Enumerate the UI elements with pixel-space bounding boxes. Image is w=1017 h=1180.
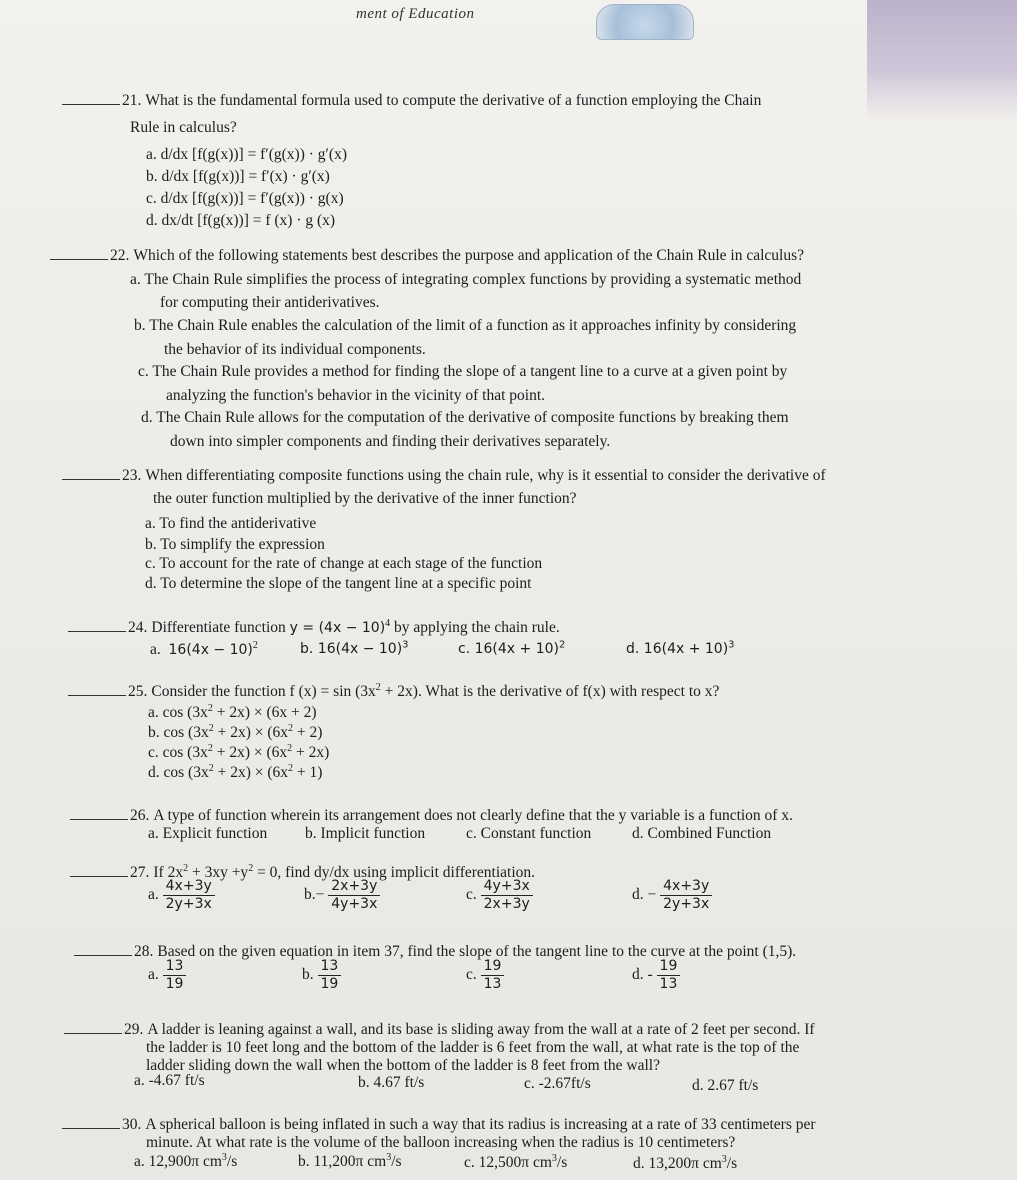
option-22d: d. The Chain Rule allows for the computation of the derivative of composite functions by breaking them <box>141 409 789 426</box>
option-26c: c. Constant function <box>466 825 592 842</box>
answer-blank-22[interactable] <box>50 245 108 260</box>
option-27c: c. $\frac{4y+3x}{2x+3y}$ <box>466 878 533 913</box>
answer-blank-25[interactable] <box>68 681 126 696</box>
option-25a: a. $\cos (3x^2 + 2x) \times (6x + 2)$ <box>148 702 317 721</box>
option-23c: c. To account for the rate of change at each stage of the function <box>145 555 543 572</box>
question-21: 21. What is the fundamental formula used to compute the derivative of a function employing the Chain <box>62 90 761 110</box>
option-23d: d. To determine the slope of the tangent line at a specific point <box>145 575 532 592</box>
question-29-cont2: ladder sliding down the wall when the bottom of the ladder is 8 feet from the wall? <box>146 1057 660 1074</box>
fraction: $\frac{13}{19}$ <box>318 958 342 993</box>
question-25: 25. Consider the function f $(x) = \sin (3x^2 + 2x)$. What is the derivative of f(x) with respect to x? <box>68 681 719 701</box>
option-28a: a. $\frac{13}{19}$ <box>148 958 186 993</box>
option-30c: c. 12,500π $cm^3/s$ <box>464 1152 568 1171</box>
option-25c: c. $\cos (3x^2 + 2x) \times (6x^2 + 2x)$ <box>148 742 330 761</box>
option-29b: b. 4.67 ft/s <box>358 1074 425 1091</box>
question-23: 23. When differentiating composite functions using the chain rule, why is it essential to consider the derivative of <box>62 465 826 485</box>
answer-blank-29[interactable] <box>64 1019 122 1034</box>
option-27d: d. − $\frac{4x+3y}{2y+3x}$ <box>632 878 712 913</box>
question-30: 30. A spherical balloon is being inflated in such a way that its radius is increasing at a rate of 33 centimeters per <box>62 1114 816 1134</box>
option-30d: d. 13,200π $cm^3/s$ <box>633 1153 738 1172</box>
fraction: $\frac{19}{13}$ <box>481 958 505 993</box>
option-26b: b. Implicit function <box>305 825 426 842</box>
question-30-cont: minute. At what rate is the volume of the balloon increasing when the radius is 10 centimeters? <box>146 1134 736 1151</box>
option-21b: b. d/dx [f(g(x))] = f′(x) · g′(x) <box>146 168 330 185</box>
option-29d: d. 2.67 ft/s <box>692 1077 759 1094</box>
question-22: 22. Which of the following statements best describes the purpose and application of the Chain Rule in calculus? <box>50 245 804 265</box>
question-26: 26. A type of function wherein its arrangement does not clearly define that the y variable is a function of x. <box>70 805 793 825</box>
option-21d: d. dx/dt [f(g(x))] = f (x) · g (x) <box>146 212 336 229</box>
fraction: $\frac{2x+3y}{4y+3x}$ <box>328 878 380 913</box>
question-29: 29. A ladder is leaning against a wall, and its base is sliding away from the wall at a rate of 2 feet per second. If <box>64 1019 815 1039</box>
fraction: $\frac{4y+3x}{2x+3y}$ <box>481 878 533 913</box>
option-28d: d. - $\frac{19}{13}$ <box>632 958 680 993</box>
option-24c: c. $16(4x + 10)^2$ <box>458 639 566 657</box>
option-22a-cont: for computing their antiderivatives. <box>160 294 380 311</box>
option-24b: b. $16(4x - 10)^3$ <box>300 639 409 657</box>
option-23b: b. To simplify the expression <box>145 536 325 553</box>
option-26d: d. Combined Function <box>632 825 772 842</box>
option-25d: d. $\cos (3x^2 + 2x) \times (6x^2 + 1)$ <box>148 762 323 781</box>
education-logo-icon <box>596 4 694 40</box>
option-23a: a. To find the antiderivative <box>145 515 317 532</box>
answer-blank-28[interactable] <box>74 941 132 956</box>
option-26a: a. Explicit function <box>148 825 268 842</box>
option-29a: a. -4.67 ft/s <box>134 1072 205 1089</box>
option-29c: c. -2.67ft/s <box>524 1075 591 1092</box>
option-25b: b. $\cos (3x^2 + 2x) \times (6x^2 + 2)$ <box>148 722 323 741</box>
question-21-cont: Rule in calculus? <box>130 119 237 136</box>
answer-blank-26[interactable] <box>70 805 128 820</box>
fraction: $\frac{4x+3y}{2y+3x}$ <box>163 878 215 913</box>
fraction: $\frac{13}{19}$ <box>163 958 187 993</box>
option-22b-cont: the behavior of its individual components. <box>164 341 426 358</box>
answer-blank-21[interactable] <box>62 90 120 105</box>
option-21c: c. d/dx [f(g(x))] = f′(g(x)) · g(x) <box>146 190 344 207</box>
answer-blank-23[interactable] <box>62 465 120 480</box>
answer-blank-27[interactable] <box>70 862 128 877</box>
fraction: $\frac{19}{13}$ <box>657 958 681 993</box>
option-22a: a. The Chain Rule simplifies the process of integrating complex functions by providing a systematic method <box>130 271 802 288</box>
option-24d: d. $16(4x + 10)^3$ <box>626 639 735 657</box>
option-22b: b. The Chain Rule enables the calculation of the limit of a function as it approaches infinity by considering <box>134 317 797 334</box>
page-header: ment of Education <box>356 6 475 22</box>
option-24a: a. $16(4x - 10)^2$ <box>150 639 258 658</box>
option-27b: b.− $\frac{2x+3y}{4y+3x}$ <box>304 878 380 913</box>
option-22d-cont: down into simpler components and finding their derivatives separately. <box>170 433 611 450</box>
answer-blank-24[interactable] <box>68 617 126 632</box>
option-21a: a. d/dx [f(g(x))] = f′(g(x)) · g′(x) <box>146 146 348 163</box>
option-28b: b. $\frac{13}{19}$ <box>302 958 341 993</box>
fraction: $\frac{4x+3y}{2y+3x}$ <box>660 878 712 913</box>
option-30a: a. 12,900π $cm^3/s$ <box>134 1151 238 1170</box>
option-22c-cont: analyzing the function's behavior in the vicinity of that point. <box>166 387 546 404</box>
question-28: 28. Based on the given equation in item 37, find the slope of the tangent line to the curve at the point (1,5). <box>74 941 796 961</box>
question-24: 24. Differentiate function $y = (4x - 10)^4$ by applying the chain rule. <box>68 617 560 638</box>
option-22c: c. The Chain Rule provides a method for finding the slope of a tangent line to a curve at a given point by <box>138 363 788 380</box>
background-cloth <box>867 0 1017 120</box>
question-27: 27. If $2x^2 + 3xy +y^2 = 0$, find dy/dx using implicit differentiation. <box>70 862 535 882</box>
question-29-cont: the ladder is 10 feet long and the bottom of the ladder is 6 feet from the wall, at what rate is the top of the <box>146 1039 800 1056</box>
option-30b: b. 11,200π $cm^3/s$ <box>298 1151 402 1170</box>
option-28c: c. $\frac{19}{13}$ <box>466 958 504 993</box>
option-27a: a. $\frac{4x+3y}{2y+3x}$ <box>148 878 215 913</box>
answer-blank-30[interactable] <box>62 1114 120 1129</box>
question-23-cont: the outer function multiplied by the derivative of the inner function? <box>153 490 577 507</box>
